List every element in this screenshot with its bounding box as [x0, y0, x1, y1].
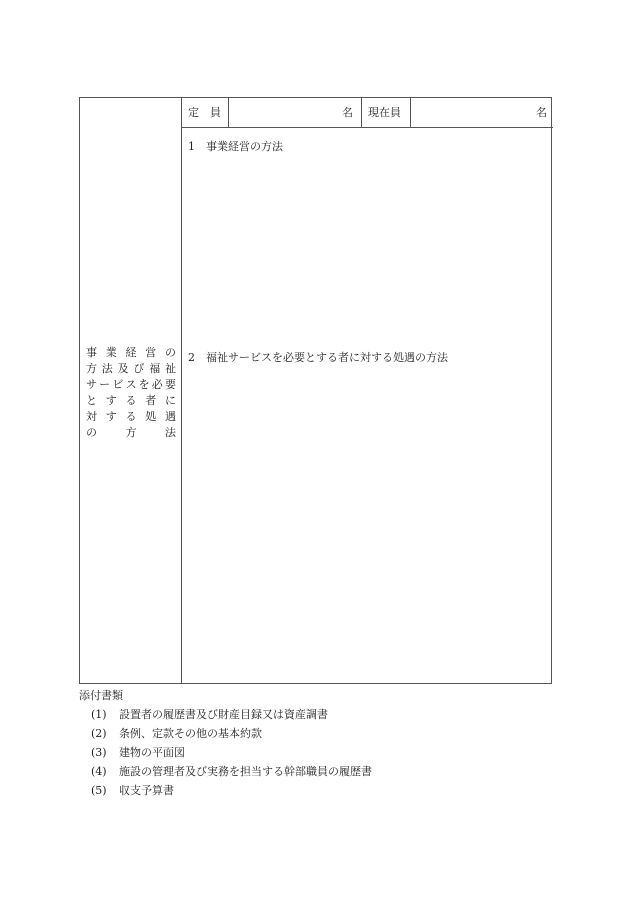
row-label-char: 必	[151, 378, 163, 391]
row-label-char: を	[138, 378, 150, 391]
attachment-text: 設置者の履歴書及び財産目録又は資産調書	[119, 708, 328, 721]
attachment-text: 施設の管理者及び実務を担当する幹部職員の履歴書	[119, 765, 372, 778]
row-label-char: ビ	[112, 378, 124, 391]
row-label-line	[86, 393, 176, 409]
row-label-char: る	[125, 394, 137, 407]
section-1-heading: 1 事業経営の方法	[188, 140, 283, 153]
capacity-label: 定 員	[188, 106, 221, 119]
divider	[361, 98, 362, 128]
row-label-char: 者	[145, 394, 157, 407]
application-form-table	[79, 97, 552, 684]
row-label-char: と	[86, 394, 97, 407]
row-label-char: 及	[117, 362, 129, 375]
row-label-char: び	[133, 362, 145, 375]
attachment-item	[79, 724, 479, 743]
attachments-title: 添付書類	[79, 689, 123, 702]
attachments-list	[79, 705, 479, 800]
row-label-char: に	[165, 394, 176, 407]
attachment-text: 収支予算書	[119, 784, 174, 797]
row-label-char: 法	[165, 426, 176, 439]
row-label-char: す	[105, 394, 117, 407]
attachment-number: (3)	[91, 746, 107, 759]
row-label-char: 福	[149, 362, 161, 375]
attachment-number: (1)	[91, 708, 107, 721]
row-label-line	[86, 361, 176, 377]
row-label-char: 祉	[164, 362, 176, 375]
attachment-item	[79, 762, 479, 781]
attachment-number: (2)	[91, 727, 107, 740]
attachment-number: (4)	[91, 765, 107, 778]
attachment-item	[79, 743, 479, 762]
row-label-char: 要	[164, 378, 176, 391]
row-label-char: 営	[145, 346, 157, 359]
row-label-char: る	[125, 410, 137, 423]
row-label-char: 法	[101, 362, 113, 375]
row-label-char: 事	[86, 346, 97, 359]
row-label-char: の	[165, 346, 176, 359]
row-label-char: す	[105, 410, 117, 423]
row-label-char: サ	[86, 378, 97, 391]
row-label-line	[86, 409, 176, 425]
current-unit: 名	[536, 106, 547, 119]
attachment-text: 条例、定款その他の基本約款	[119, 727, 262, 740]
row-label-line	[86, 377, 176, 393]
row-label-char: 経	[125, 346, 137, 359]
row-label-char: 対	[86, 410, 97, 423]
row-label-line	[86, 425, 176, 441]
row-label-char: の	[86, 426, 97, 439]
attachment-item	[79, 781, 479, 800]
row-label-char: 方	[86, 362, 97, 375]
row-label-char: 方	[125, 426, 137, 439]
row-label-line	[86, 345, 176, 361]
row-label	[86, 345, 176, 441]
current-label: 現在員	[368, 106, 401, 119]
attachment-text: 建物の平面図	[119, 746, 185, 759]
attachments-section	[79, 686, 479, 800]
row-label-char: 処	[145, 410, 157, 423]
capacity-unit: 名	[342, 106, 353, 119]
row-label-char: ス	[125, 378, 137, 391]
attachment-item	[79, 705, 479, 724]
section-2-heading: 2 福祉サービスを必要とする者に対する処遇の方法	[188, 351, 448, 364]
attachment-number: (5)	[91, 784, 107, 797]
row-label-char: ー	[99, 378, 111, 391]
capacity-header-row	[182, 98, 553, 128]
row-label-char: 遇	[165, 410, 176, 423]
row-label-cell	[80, 98, 182, 683]
row-label-char: 業	[105, 346, 117, 359]
